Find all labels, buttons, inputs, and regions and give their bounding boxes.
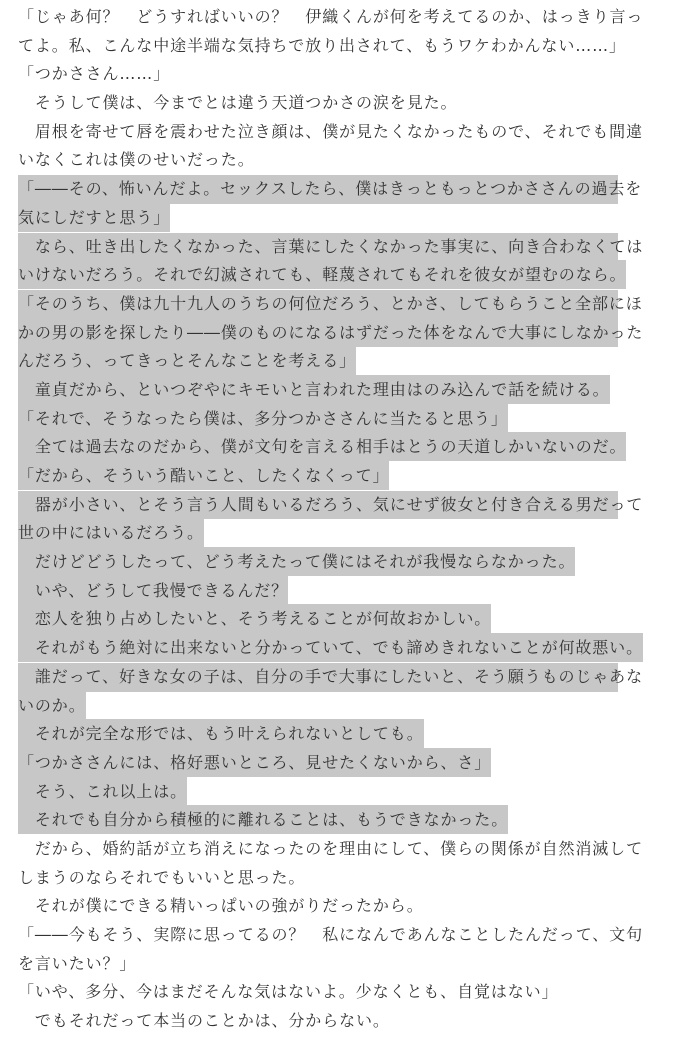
highlighted-text-line xyxy=(18,548,618,577)
line-text: いや、どうして我慢できるんだ？ xyxy=(18,576,288,605)
line-text: それでも自分から積極的に離れることは、もうできなかった。 xyxy=(18,805,508,834)
text-line xyxy=(18,950,618,979)
line-text: を言いたい？」 xyxy=(18,953,137,973)
text-line xyxy=(18,921,643,950)
line-text: いなくこれは僕のせいだった。 xyxy=(18,150,255,170)
line-text: 「それで、そうなったら僕は、多分つかささんに当たると思う」 xyxy=(18,404,508,433)
highlighted-text-line xyxy=(18,692,618,721)
line-text: てよ。私、こんな中途半端な気持ちで放り出されて、もうワケわかんない……」 xyxy=(18,35,626,55)
line-text: 「じゃあ何？ どうすればいいの？ 伊織くんが何を考えてるのか、はっきり言っ xyxy=(18,7,644,26)
document-body xyxy=(18,3,644,1036)
line-text: 眉根を寄せて唇を震わせた泣き顔は、僕が見たくなかったもので、それでも間違 xyxy=(18,121,643,141)
line-text: そうして僕は、今までとは違う天道つかさの涙を見た。 xyxy=(18,93,458,113)
highlighted-text-line xyxy=(18,204,618,233)
text-line xyxy=(18,864,618,893)
highlighted-text-line xyxy=(18,233,644,262)
line-text: それがもう絶対に出来ないと分かっていて、でも諦めきれないことが何故悪い。 xyxy=(18,633,643,662)
highlighted-text-line xyxy=(18,778,618,807)
line-text: だから、婚約話が立ち消えになったのを理由にして、僕らの関係が自然消滅して xyxy=(18,838,643,858)
highlighted-text-line xyxy=(18,605,618,634)
line-text: かの男の影を探したり――僕のものになるはずだった体をなんで大事にしなかった xyxy=(18,322,644,342)
highlighted-text-line xyxy=(18,319,644,348)
line-text: 恋人を独り占めしたいと、そう考えることが何故おかしい。 xyxy=(18,604,491,633)
line-text: 世の中にはいるだろう。 xyxy=(18,518,204,547)
line-text: 全ては過去なのだから、僕が文句を言える相手はとうの天道しかいないのだ。 xyxy=(18,432,626,461)
line-text: 「つかささんには、格好悪いところ、見せたくないから、さ」 xyxy=(18,748,491,777)
line-text: いのか。 xyxy=(18,691,86,720)
line-text: でもそれだって本当のことかは、分からない。 xyxy=(18,1011,390,1031)
text-line xyxy=(18,146,618,175)
line-text: それが僕にできる精いっぱいの強がりだったから。 xyxy=(18,896,424,916)
highlighted-text-line xyxy=(18,462,618,491)
text-line xyxy=(18,835,643,864)
highlighted-text-line xyxy=(18,405,618,434)
text-line xyxy=(18,892,618,921)
line-text: 器が小さい、とそう言う人間もいるだろう、気にせず彼女と付き合える男だって xyxy=(18,494,644,514)
line-text: んだろう、ってきっとそんなことを考える」 xyxy=(18,346,356,375)
highlighted-text-line xyxy=(18,720,618,749)
text-line xyxy=(18,89,618,118)
highlighted-text-line xyxy=(18,634,643,663)
line-text: 童貞だから、といつぞやにキモいと言われた理由はのみ込んで話を続ける。 xyxy=(18,375,610,404)
line-text: 「そのうち、僕は九十九人のうちの何位だろう、とかさ、してもらうこと全部にほ xyxy=(18,293,643,313)
text-line xyxy=(18,32,626,61)
line-text: 気にしだすと思う」 xyxy=(18,203,170,232)
highlighted-text-line xyxy=(18,175,643,204)
highlighted-text-line xyxy=(18,806,618,835)
line-text: しまうのならそれでもいいと思った。 xyxy=(18,867,306,887)
text-line xyxy=(18,118,643,147)
text-line xyxy=(18,60,618,89)
highlighted-text-line xyxy=(18,433,627,462)
highlighted-text-line xyxy=(18,261,627,290)
highlighted-text-line xyxy=(18,290,643,319)
line-text: 「だから、そういう酷いこと、したくなくって」 xyxy=(18,461,389,490)
line-text: いけないだろう。それで幻滅されても、軽蔑されてもそれを彼女が望むのなら。 xyxy=(18,260,626,289)
line-text: 「いや、多分、今はまだそんな気はないよ。少なくとも、自覚はない」 xyxy=(18,982,559,1002)
highlighted-text-line xyxy=(18,663,643,692)
line-text: そう、これ以上は。 xyxy=(18,777,187,806)
highlighted-text-line xyxy=(18,577,618,606)
highlighted-text-line xyxy=(18,376,618,405)
line-text: なら、吐き出したくなかった、言葉にしたくなかった事実に、向き合わなくては xyxy=(18,236,644,256)
highlighted-text-line xyxy=(18,749,618,778)
highlighted-text-line xyxy=(18,519,618,548)
text-line xyxy=(18,3,644,32)
line-text: だけどどうしたって、どう考えたって僕にはそれが我慢ならなかった。 xyxy=(18,547,575,576)
text-line xyxy=(18,1007,618,1036)
text-line xyxy=(18,978,618,1007)
line-text: それが完全な形では、もう叶えられないとしても。 xyxy=(18,719,424,748)
highlighted-text-line xyxy=(18,491,644,520)
line-text: 「――その、怖いんだよ。セックスしたら、僕はきっともっとつかささんの過去を xyxy=(18,179,643,199)
highlighted-text-line xyxy=(18,347,618,376)
line-text: 誰だって、好きな女の子は、自分の手で大事にしたいと、そう願うものじゃあな xyxy=(18,666,643,686)
line-text: 「つかささん……」 xyxy=(18,64,171,84)
line-text: 「――今もそう、実際に思ってるの？ 私になんであんなことしたんだって、文句 xyxy=(18,925,643,944)
